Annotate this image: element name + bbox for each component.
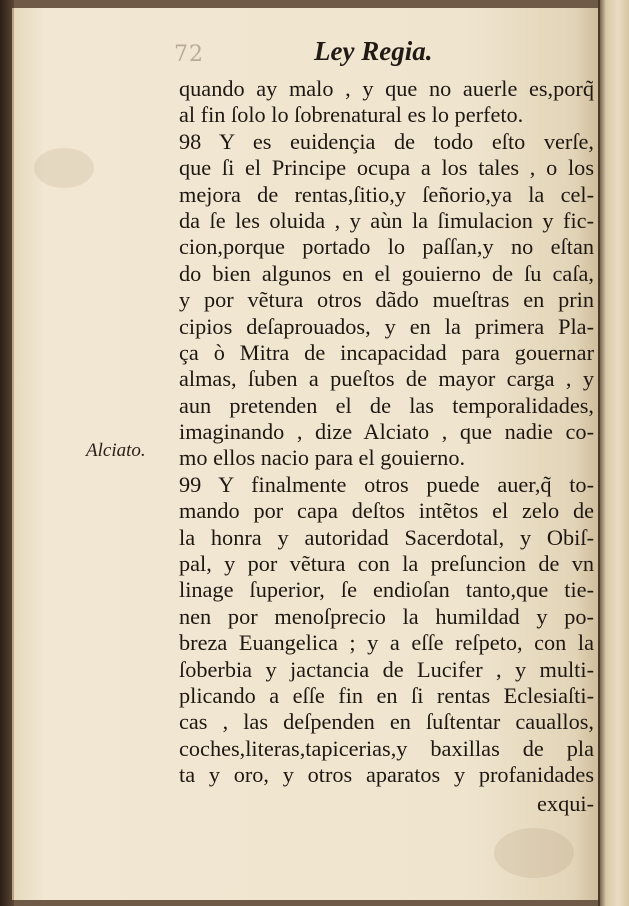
text-line: coches,literas,tapicerias,y baxillas de pla: [179, 735, 594, 761]
text-line: breza Euangelica ; y a eſſe reſpeto, con la: [179, 630, 594, 656]
text-line: 99 Y finalmente otros puede auer,q̃ to-: [179, 471, 594, 497]
catchword: exqui-: [537, 790, 594, 816]
text-line: plicando a eſſe fin en ſi rentas Eclesiaſti-: [179, 682, 594, 708]
text-line: mo ellos nacio para el gouierno.: [179, 445, 466, 471]
text-line: aun pretenden el de las temporalidades,: [179, 392, 594, 418]
text-line: almas, ſuben a pueſtos de mayor carga , y: [179, 366, 594, 392]
text-line: linage ſuperior, ſe endioſan tanto,que tie-: [179, 577, 594, 603]
text-line: do bien algunos en el gouierno de ſu caſa,: [179, 260, 594, 286]
text-line: mejora de rentas,ſitio,y ſeñorio,ya la cel-: [179, 181, 594, 207]
text-line: quando ay malo , y que no auerle es,porq̃: [179, 76, 594, 101]
paper-stain: [494, 828, 574, 878]
text-line: que ſi el Principe ocupa a los tales , o los: [179, 155, 594, 181]
text-line: cion,porque portado lo paſſan,y no eſtan: [179, 234, 594, 260]
left-page: [12, 8, 604, 900]
running-head: [14, 36, 604, 76]
text-line: ſoberbia y jactancia de Lucifer , y multi-: [179, 656, 594, 682]
text-line: nen por menoſprecio la humildad y po-: [179, 603, 594, 629]
facing-page-edge: [600, 0, 629, 906]
body-text: [179, 76, 594, 817]
text-line: y por vẽtura otros dãdo mueſtras en prin: [179, 287, 594, 313]
text-line: la honra y autoridad Sacerdotal, y Obiſ-: [179, 524, 594, 550]
text-line: ça ò Mitra de incapacidad para gouernar: [179, 339, 594, 365]
text-line: mando por capa deſtos intẽtos el zelo de: [179, 498, 594, 524]
text-line: cas , las deſpenden en ſuſtentar cauallos,: [179, 709, 594, 735]
page-number: 72: [174, 42, 204, 67]
text-line: pal, y por vẽtura con la preſuncion de vn: [179, 551, 594, 577]
running-title: Ley Regia.: [314, 36, 433, 66]
paper-stain: [34, 148, 94, 188]
text-line: 98 Y es euidençia de todo eſto verſe,: [179, 128, 594, 154]
text-line: da ſe les oluida , y aùn la ſimulacion y fic-: [179, 207, 594, 233]
text-line: imaginando , dize Alciato , que nadie co-: [179, 419, 594, 445]
text-line: ta y oro, y otros aparatos y profanidades: [179, 762, 594, 788]
text-line: al fin ſolo lo ſobrenatural es lo perfeto.: [179, 102, 524, 128]
marginal-note: Alciato.: [86, 440, 146, 461]
text-line: cipios deſaprouados, y en la primera Pla-: [179, 313, 594, 339]
